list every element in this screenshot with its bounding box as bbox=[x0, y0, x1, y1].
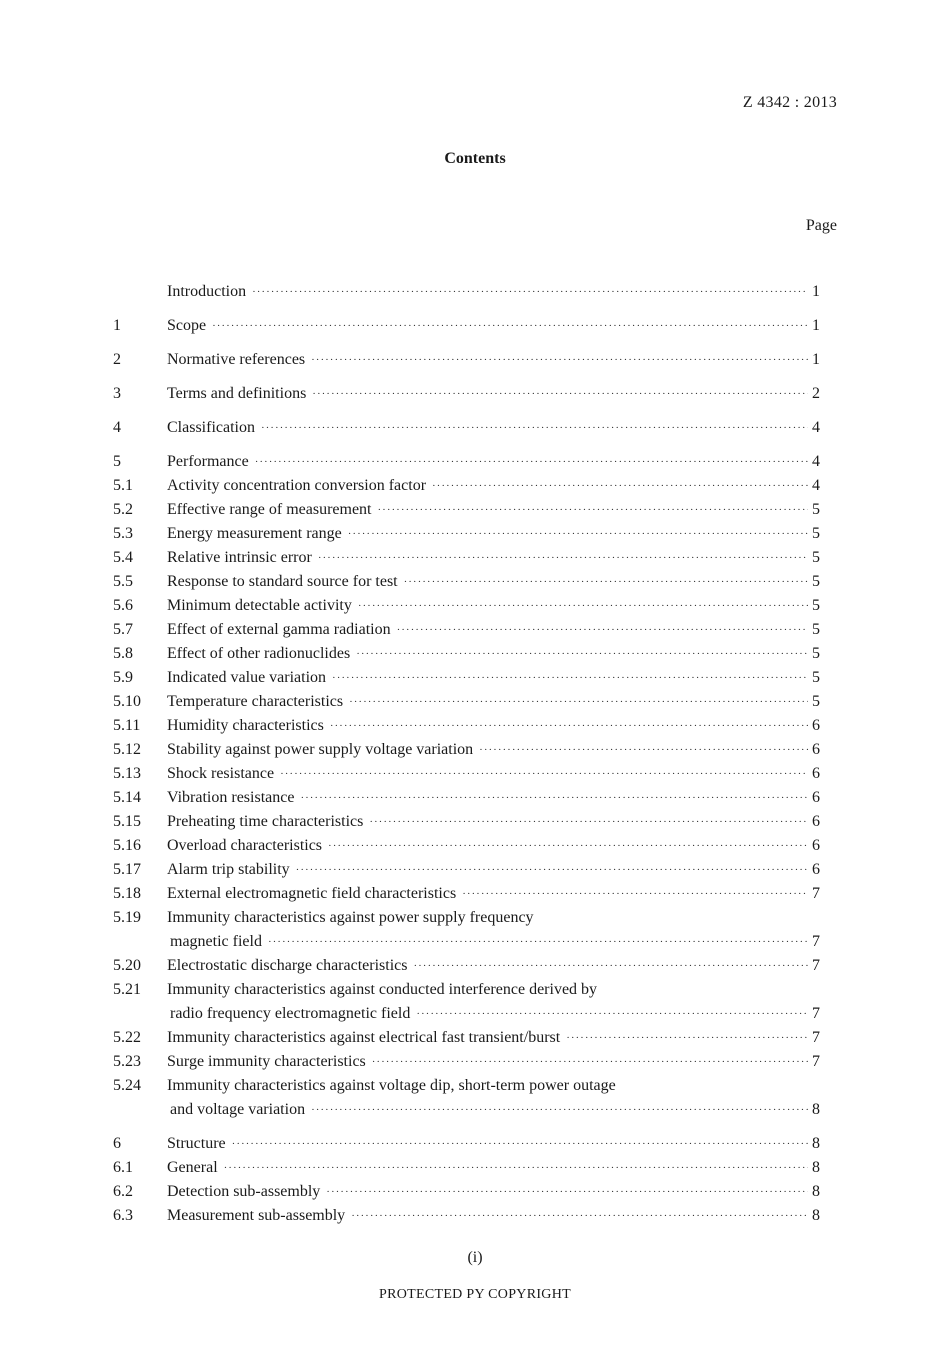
toc-entry-number: 5 bbox=[113, 453, 121, 470]
dot-leader bbox=[255, 450, 808, 474]
toc-entry-number: 5.14 bbox=[113, 789, 141, 806]
dot-leader bbox=[300, 786, 808, 810]
toc-entry-number: 5.1 bbox=[113, 477, 133, 494]
toc-entry-title: Effect of other radionuclides bbox=[167, 645, 351, 662]
toc-entry[interactable] bbox=[113, 762, 820, 786]
dot-leader bbox=[358, 594, 808, 618]
toc-entry[interactable] bbox=[113, 882, 820, 906]
toc-entry[interactable] bbox=[113, 618, 820, 642]
toc-entry-page: 2 bbox=[812, 385, 820, 402]
toc-entry[interactable] bbox=[113, 858, 820, 882]
toc-entry-number: 6.3 bbox=[113, 1207, 133, 1224]
toc-entry-page: 5 bbox=[812, 597, 820, 614]
toc-entry[interactable] bbox=[113, 1132, 820, 1156]
toc-entry-page: 7 bbox=[812, 885, 820, 902]
dot-leader bbox=[397, 618, 808, 642]
toc-entry-title: Overload characteristics bbox=[167, 837, 323, 854]
toc-entry-title: Electrostatic discharge characteristics bbox=[167, 957, 408, 974]
toc-entry-page: 5 bbox=[812, 645, 820, 662]
toc-entry-page: 7 bbox=[812, 1053, 820, 1070]
toc-entry-title: Surge immunity characteristics bbox=[167, 1053, 366, 1070]
toc-entry-title: Alarm trip stability bbox=[167, 861, 290, 878]
dot-leader bbox=[348, 522, 808, 546]
toc-entry[interactable] bbox=[113, 642, 820, 666]
dot-leader bbox=[318, 546, 808, 570]
toc-entry[interactable] bbox=[113, 280, 820, 304]
toc-entry[interactable] bbox=[113, 714, 820, 738]
toc-entry-title: Detection sub-assembly bbox=[167, 1183, 321, 1200]
toc-entry-number: 5.20 bbox=[113, 957, 141, 974]
toc-entry[interactable] bbox=[113, 1050, 820, 1074]
toc-entry-title: General bbox=[167, 1159, 218, 1176]
toc-entry[interactable] bbox=[113, 522, 820, 546]
toc-entry-page: 6 bbox=[812, 837, 820, 854]
toc-entry-number: 1 bbox=[113, 317, 121, 334]
toc-entry-page: 7 bbox=[812, 957, 820, 974]
toc-entry-title: Preheating time characteristics bbox=[167, 813, 364, 830]
toc-entry-number: 5.6 bbox=[113, 597, 133, 614]
toc-entry-title: Introduction bbox=[167, 283, 247, 300]
toc-entry-page: 5 bbox=[812, 573, 820, 590]
toc-entry-title: and voltage variation bbox=[170, 1101, 306, 1118]
toc-entry[interactable] bbox=[113, 810, 820, 834]
toc-entry-title: Terms and definitions bbox=[167, 385, 307, 402]
toc-entry[interactable] bbox=[113, 1180, 820, 1204]
dot-leader bbox=[372, 1050, 808, 1074]
toc-entry-page: 1 bbox=[812, 351, 820, 368]
toc-entry-title: Energy measurement range bbox=[167, 525, 342, 542]
toc-entry[interactable] bbox=[113, 450, 820, 474]
toc-entry[interactable] bbox=[113, 348, 820, 372]
toc-entry-number: 5.2 bbox=[113, 501, 133, 518]
toc-entry-title: radio frequency electromagnetic field bbox=[170, 1005, 411, 1022]
toc-entry-page: 5 bbox=[812, 693, 820, 710]
dot-leader bbox=[212, 314, 808, 338]
toc-entry-title: Temperature characteristics bbox=[167, 693, 344, 710]
toc-entry-page: 4 bbox=[812, 477, 820, 494]
toc-entry-number: 5.5 bbox=[113, 573, 133, 590]
toc-entry-number: 4 bbox=[113, 419, 121, 436]
toc-entry-title: Relative intrinsic error bbox=[167, 549, 312, 566]
dot-leader bbox=[330, 714, 808, 738]
toc-entry[interactable] bbox=[113, 382, 820, 406]
toc-entry[interactable] bbox=[113, 416, 820, 440]
toc-entry[interactable] bbox=[113, 690, 820, 714]
toc-entry-page: 6 bbox=[812, 813, 820, 830]
dot-leader bbox=[566, 1026, 808, 1050]
toc-entry-title: External electromagnetic field characteristics bbox=[167, 885, 457, 902]
toc-entry-title: Immunity characteristics against conducted interference derived by bbox=[167, 981, 598, 998]
dot-leader bbox=[462, 882, 808, 906]
toc-entry[interactable] bbox=[113, 978, 820, 1026]
document-number: Z 4342 : 2013 bbox=[742, 94, 837, 111]
toc-entry-title: Minimum detectable activity bbox=[167, 597, 352, 614]
toc-entry-page: 6 bbox=[812, 789, 820, 806]
table-of-contents bbox=[113, 280, 820, 1228]
toc-entry[interactable] bbox=[113, 1026, 820, 1050]
toc-entry[interactable] bbox=[113, 834, 820, 858]
toc-entry-page: 7 bbox=[812, 1005, 820, 1022]
toc-entry[interactable] bbox=[113, 570, 820, 594]
dot-leader bbox=[311, 348, 808, 372]
dot-leader bbox=[224, 1156, 808, 1180]
toc-entry-page: 7 bbox=[812, 1029, 820, 1046]
toc-entry-number: 5.3 bbox=[113, 525, 133, 542]
toc-entry-title: Performance bbox=[167, 453, 249, 470]
dot-leader bbox=[369, 810, 808, 834]
dot-leader bbox=[404, 570, 808, 594]
toc-entry-page: 8 bbox=[812, 1159, 820, 1176]
toc-entry-title: magnetic field bbox=[170, 933, 262, 950]
toc-entry-number: 5.9 bbox=[113, 669, 133, 686]
dot-leader bbox=[296, 858, 808, 882]
toc-entry-title: Scope bbox=[167, 317, 207, 334]
toc-entry-page: 5 bbox=[812, 525, 820, 542]
toc-entry-number: 5.18 bbox=[113, 885, 141, 902]
toc-entry-number: 5.17 bbox=[113, 861, 141, 878]
toc-entry[interactable] bbox=[113, 738, 820, 762]
dot-leader bbox=[268, 930, 808, 954]
toc-entry-page: 6 bbox=[812, 717, 820, 734]
toc-entry-number: 5.7 bbox=[113, 621, 133, 638]
dot-leader bbox=[356, 642, 808, 666]
toc-entry-title: Humidity characteristics bbox=[167, 717, 324, 734]
toc-entry-page: 4 bbox=[812, 453, 820, 470]
toc-entry[interactable] bbox=[113, 906, 820, 954]
toc-entry-page: 4 bbox=[812, 419, 820, 436]
toc-entry-title: Effective range of measurement bbox=[167, 501, 372, 518]
toc-entry-title: Immunity characteristics against voltage dip, short-term power outage bbox=[167, 1077, 616, 1094]
toc-entry-title: Measurement sub-assembly bbox=[167, 1207, 346, 1224]
dot-leader bbox=[351, 1204, 808, 1228]
dot-leader bbox=[378, 498, 809, 522]
dot-leader bbox=[261, 416, 808, 440]
toc-entry-title: Normative references bbox=[167, 351, 306, 368]
toc-entry-title: Immunity characteristics against electrical fast transient/burst bbox=[167, 1029, 561, 1046]
toc-entry-page: 5 bbox=[812, 501, 820, 518]
toc-entry[interactable] bbox=[113, 594, 820, 618]
toc-entry[interactable] bbox=[113, 498, 820, 522]
dot-leader bbox=[416, 1002, 808, 1026]
toc-entry-page: 7 bbox=[812, 933, 820, 950]
dot-leader bbox=[432, 474, 808, 498]
toc-entry-number: 5.16 bbox=[113, 837, 141, 854]
dot-leader bbox=[280, 762, 808, 786]
toc-entry[interactable] bbox=[113, 954, 820, 978]
toc-entry-page: 6 bbox=[812, 741, 820, 758]
toc-entry-number: 6.2 bbox=[113, 1183, 133, 1200]
toc-entry-page: 5 bbox=[812, 549, 820, 566]
toc-entry-number: 5.12 bbox=[113, 741, 141, 758]
toc-entry-title: Vibration resistance bbox=[167, 789, 295, 806]
toc-entry[interactable] bbox=[113, 1074, 820, 1122]
toc-entry-number: 5.19 bbox=[113, 909, 141, 926]
dot-leader bbox=[232, 1132, 808, 1156]
dot-leader bbox=[311, 1098, 808, 1122]
toc-entry[interactable] bbox=[113, 1204, 820, 1228]
dot-leader bbox=[326, 1180, 808, 1204]
toc-entry-title: Indicated value variation bbox=[167, 669, 327, 686]
toc-entry-page: 8 bbox=[812, 1183, 820, 1200]
page-folio: (i) bbox=[467, 1249, 483, 1266]
toc-entry[interactable] bbox=[113, 786, 820, 810]
toc-entry-number: 5.23 bbox=[113, 1053, 141, 1070]
toc-entry-page: 1 bbox=[812, 317, 820, 334]
toc-entry-page: 6 bbox=[812, 765, 820, 782]
toc-entry-number: 5.11 bbox=[113, 717, 141, 734]
dot-leader bbox=[252, 280, 808, 304]
toc-entry-title: Classification bbox=[167, 419, 255, 436]
page-column-header: Page bbox=[805, 217, 837, 234]
toc-entry-number: 2 bbox=[113, 351, 121, 368]
toc-entry-number: 5.24 bbox=[113, 1077, 141, 1094]
dot-leader bbox=[332, 666, 808, 690]
toc-entry-title: Structure bbox=[167, 1135, 226, 1152]
toc-entry[interactable] bbox=[113, 1156, 820, 1180]
toc-entry-number: 5.15 bbox=[113, 813, 141, 830]
toc-entry[interactable] bbox=[113, 666, 820, 690]
toc-entry-title: Immunity characteristics against power supply frequency bbox=[167, 909, 534, 926]
toc-entry-number: 5.21 bbox=[113, 981, 141, 998]
toc-entry-number: 5.13 bbox=[113, 765, 141, 782]
toc-entry[interactable] bbox=[113, 546, 820, 570]
dot-leader bbox=[312, 382, 808, 406]
toc-entry-page: 8 bbox=[812, 1101, 820, 1118]
toc-entry-number: 6 bbox=[113, 1135, 121, 1152]
toc-entry-page: 8 bbox=[812, 1135, 820, 1152]
toc-entry-number: 6.1 bbox=[113, 1159, 133, 1176]
toc-entry-page: 6 bbox=[812, 861, 820, 878]
toc-entry-page: 5 bbox=[812, 621, 820, 638]
copyright-footer: PROTECTED PY COPYRIGHT bbox=[379, 1287, 571, 1302]
toc-entry-title: Stability against power supply voltage variation bbox=[167, 741, 474, 758]
dot-leader bbox=[413, 954, 808, 978]
toc-entry-title: Shock resistance bbox=[167, 765, 275, 782]
toc-entry-title: Activity concentration conversion factor bbox=[167, 477, 427, 494]
toc-entry-title: Response to standard source for test bbox=[167, 573, 398, 590]
toc-entry-number: 5.22 bbox=[113, 1029, 141, 1046]
toc-entry[interactable] bbox=[113, 474, 820, 498]
dot-leader bbox=[349, 690, 808, 714]
dot-leader bbox=[328, 834, 808, 858]
toc-entry-page: 8 bbox=[812, 1207, 820, 1224]
toc-entry-number: 3 bbox=[113, 385, 121, 402]
page-title: Contents bbox=[444, 150, 506, 167]
toc-entry-number: 5.4 bbox=[113, 549, 133, 566]
toc-entry-number: 5.10 bbox=[113, 693, 141, 710]
toc-entry[interactable] bbox=[113, 314, 820, 338]
toc-entry-page: 5 bbox=[812, 669, 820, 686]
dot-leader bbox=[479, 738, 808, 762]
toc-entry-page: 1 bbox=[812, 283, 820, 300]
toc-entry-title: Effect of external gamma radiation bbox=[167, 621, 391, 638]
toc-entry-number: 5.8 bbox=[113, 645, 133, 662]
